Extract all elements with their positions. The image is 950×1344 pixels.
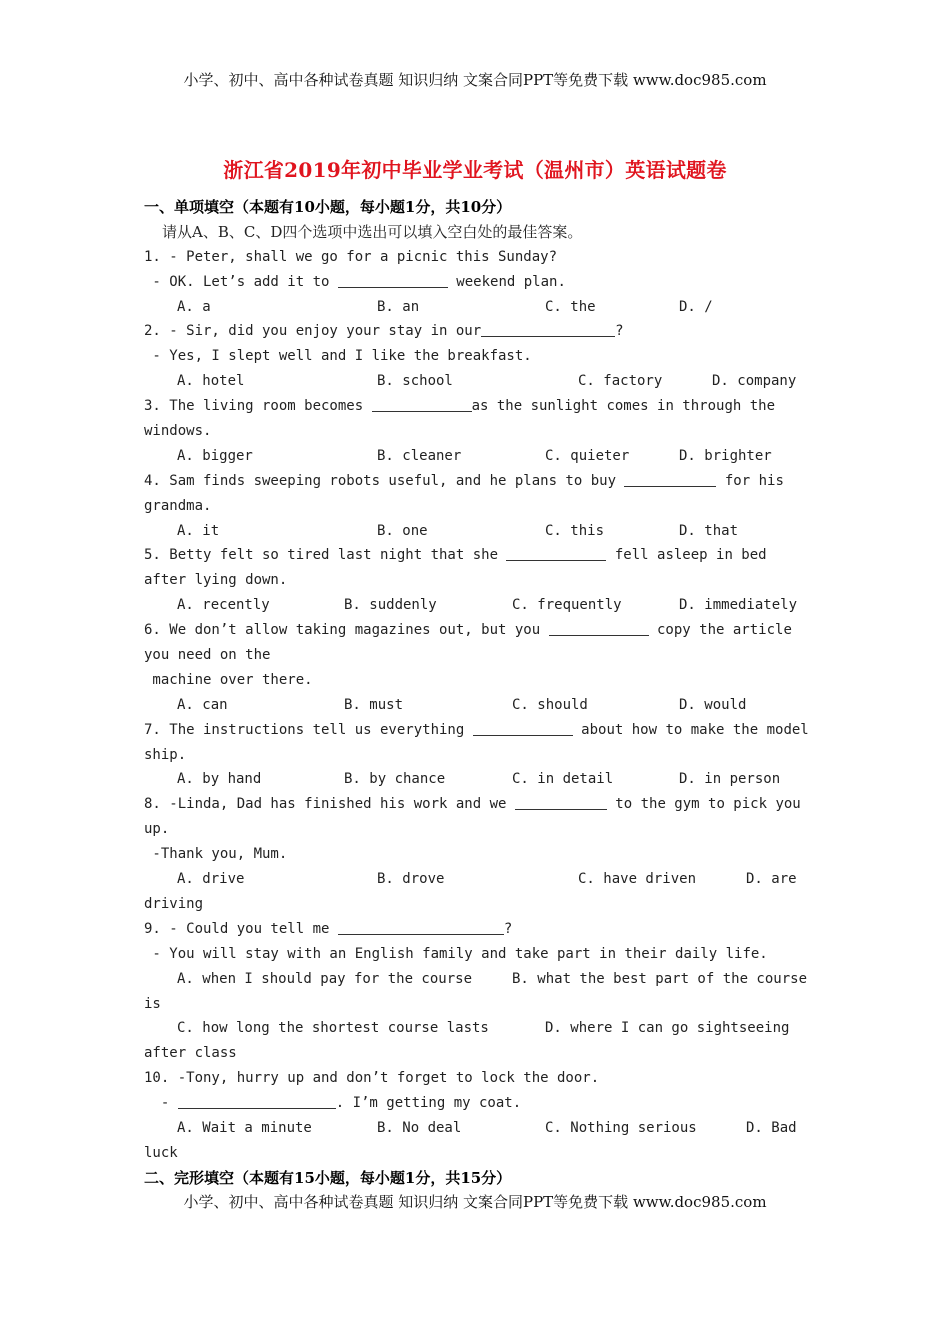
option-a: A. drive <box>177 871 245 888</box>
option-c: C. the <box>545 298 596 315</box>
option-b: B. by chance <box>344 771 446 788</box>
page-title: 浙江省2019年初中毕业学业考试（温州市）英语试题卷 <box>223 158 727 182</box>
option-b: B. school <box>377 373 453 390</box>
question-5: 5. Betty felt so tired last night that she fell asleep in bed <box>144 547 767 564</box>
question-6: 6. We don’t allow taking magazines out, but you copy the article <box>144 622 792 639</box>
option-b: B. an <box>377 298 420 315</box>
option-a: A. when I should pay for the course <box>177 970 473 987</box>
question-2: 2. - Sir, did you enjoy your stay in our ? <box>144 323 624 340</box>
option-d: D. company <box>712 373 797 390</box>
option-c: C. Nothing serious <box>545 1119 697 1136</box>
exam-content <box>144 195 808 1191</box>
question-9-reply: - You will stay with an English family and take part in their daily life. <box>144 945 768 962</box>
question-2-options <box>144 369 808 394</box>
question-9: 9. - Could you tell me ? <box>144 920 513 937</box>
option-b: B. what the best part of the course <box>512 970 808 987</box>
option-a: A. by hand <box>177 771 262 788</box>
question-6-options <box>144 693 808 718</box>
option-d: D. / <box>679 298 713 315</box>
option-d: D. immediately <box>679 597 798 614</box>
question-10-reply: - . I’m getting my coat. <box>144 1095 522 1112</box>
question-7-options <box>144 767 808 792</box>
option-a: A. Wait a minute <box>177 1119 312 1136</box>
question-4: 4. Sam finds sweeping robots useful, and he plans to buy for his <box>144 472 784 489</box>
option-a: A. bigger <box>177 447 253 464</box>
option-a: A. a <box>177 298 211 315</box>
option-b: B. one <box>377 522 428 539</box>
option-d: D. where I can go sightseeing <box>545 1020 790 1037</box>
option-d: D. would <box>679 696 747 713</box>
blank <box>178 1093 336 1109</box>
question-4-options <box>144 519 808 544</box>
question-6-cont: you need on the <box>144 647 271 664</box>
question-5-cont: after lying down. <box>144 572 288 589</box>
blank <box>481 321 615 337</box>
option-d: D. brighter <box>679 447 772 464</box>
section-heading: 二、完形填空（本题有15小题，每小题1分，共15分） <box>144 1168 512 1187</box>
question-7-cont: ship. <box>144 746 187 763</box>
option-a: A. can <box>177 696 228 713</box>
question-9-options-cd <box>144 1016 808 1041</box>
question-1-options <box>144 295 808 320</box>
option-b: B. suddenly <box>344 597 437 614</box>
question-8-reply: -Thank you, Mum. <box>144 846 288 863</box>
option-c: C. this <box>545 522 605 539</box>
instruction: 请从A、B、C、D四个选项中选出可以填入空白处的最佳答案。 <box>162 222 583 241</box>
blank <box>515 794 607 810</box>
question-5-options <box>144 593 808 618</box>
option-d: D. are <box>746 871 797 888</box>
section-heading: 一、单项填空（本题有10小题，每小题1分，共10分） <box>144 198 512 216</box>
page-footer: 小学、初中、高中各种试卷真题 知识归纳 文案合同PPT等免费下载 www.doc985.com <box>183 1193 767 1211</box>
option-c: C. how long the shortest course lasts <box>177 1020 489 1037</box>
option-c: C. factory <box>578 373 663 390</box>
option-b: B. drove <box>377 871 445 888</box>
option-a: A. hotel <box>177 373 245 390</box>
option-c: C. have driven <box>578 871 697 888</box>
question-1: 1. - Peter, shall we go for a picnic this Sunday? <box>144 248 558 265</box>
question-4-cont: grandma. <box>144 497 212 514</box>
page-header: 小学、初中、高中各种试卷真题 知识归纳 文案合同PPT等免费下载 www.doc985.com <box>183 71 767 89</box>
question-6-cont2: machine over there. <box>144 671 313 688</box>
question-3: 3. The living room becomes as the sunlight comes in through the <box>144 398 776 415</box>
question-3-cont: windows. <box>144 423 212 440</box>
option-d: D. Bad <box>746 1119 797 1136</box>
blank <box>506 545 606 561</box>
blank <box>549 620 649 636</box>
option-c: C. quieter <box>545 447 630 464</box>
option-a: A. recently <box>177 597 270 614</box>
option-b-cont: is <box>144 995 161 1012</box>
question-1-answer: - OK. Let’s add it to weekend plan. <box>144 273 566 290</box>
option-d-cont: after class <box>144 1045 237 1062</box>
option-d-cont: luck <box>144 1144 178 1161</box>
question-3-options <box>144 444 808 469</box>
question-8-cont: up. <box>144 821 170 838</box>
blank <box>372 396 472 412</box>
question-2-reply: - Yes, I slept well and I like the breakfast. <box>144 348 532 365</box>
blank <box>624 471 716 487</box>
question-10-options <box>144 1116 808 1141</box>
question-10: 10. -Tony, hurry up and don’t forget to lock the door. <box>144 1070 600 1087</box>
option-b: B. No deal <box>377 1119 462 1136</box>
question-8-options <box>144 867 808 892</box>
option-b: B. cleaner <box>377 447 462 464</box>
blank <box>338 272 448 288</box>
blank <box>473 720 573 736</box>
option-b: B. must <box>344 696 404 713</box>
option-d: D. that <box>679 522 739 539</box>
option-c: C. in detail <box>512 771 614 788</box>
option-d-cont: driving <box>144 895 204 912</box>
question-7: 7. The instructions tell us everything about how to make the model <box>144 721 809 738</box>
option-d: D. in person <box>679 771 781 788</box>
option-c: C. should <box>512 696 588 713</box>
question-9-options-ab <box>144 967 808 992</box>
blank <box>338 919 504 935</box>
question-8: 8. -Linda, Dad has finished his work and we to the gym to pick you <box>144 796 801 813</box>
option-a: A. it <box>177 522 220 539</box>
option-c: C. frequently <box>512 597 622 614</box>
